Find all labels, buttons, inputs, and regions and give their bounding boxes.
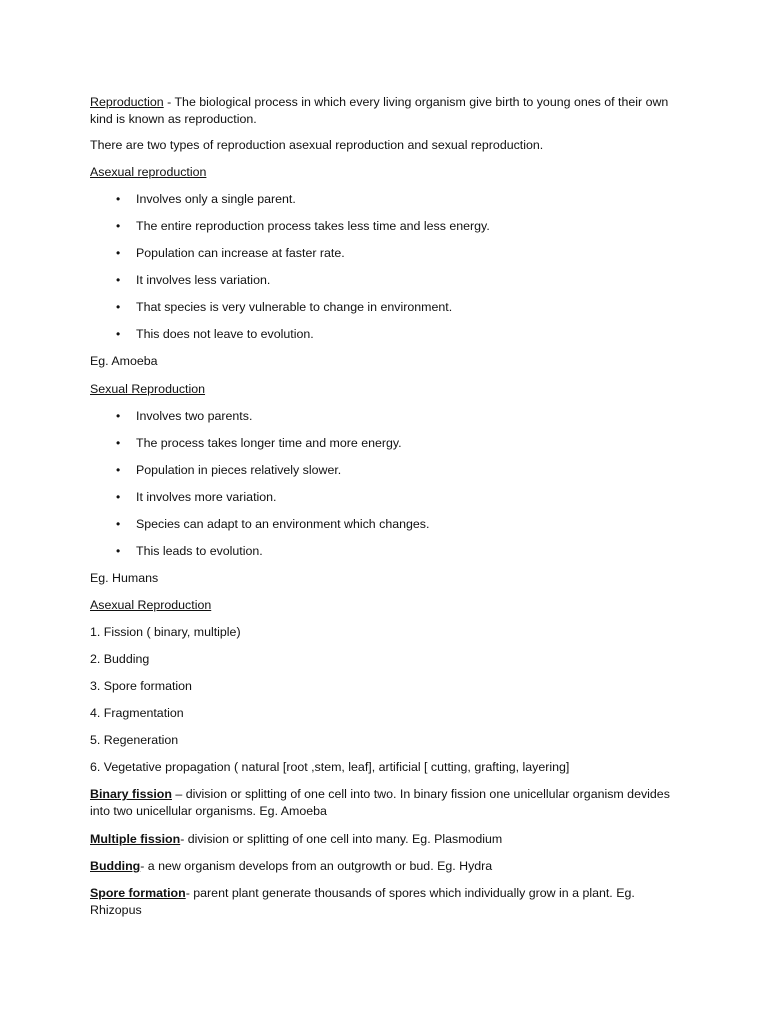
bullet-icon: •: [116, 246, 121, 260]
bullet-icon: •: [116, 544, 121, 558]
asexual-heading: Asexual reproduction: [90, 165, 207, 179]
method-item: 2. Budding: [90, 652, 150, 666]
definition-spore-formation: Spore formation- parent plant generate thousands of spores which individually grow in a plant. Eg. Rhizopus: [90, 886, 635, 917]
asexual-example: Eg. Amoeba: [90, 354, 158, 368]
definition-term: Budding: [90, 859, 141, 873]
methods-heading: Asexual Reproduction: [90, 598, 212, 612]
bullet-icon: •: [116, 463, 121, 477]
sexual-example: Eg. Humans: [90, 571, 159, 585]
method-item: 3. Spore formation: [90, 679, 192, 693]
bullet-icon: •: [116, 192, 121, 206]
bullet-icon: •: [116, 273, 121, 287]
bullet-icon: •: [116, 300, 121, 314]
intro-paragraph: [90, 94, 680, 127]
definition-budding: Budding- a new organism develops from an outgrowth or bud. Eg. Hydra: [90, 859, 493, 873]
intro-definition: - The biological process in which every living organism give birth to young ones of their own kind is known as reproduction.: [90, 95, 669, 126]
bullet-icon: •: [116, 219, 121, 233]
definition-term: Multiple fission: [90, 832, 181, 846]
method-item: 5. Regeneration: [90, 733, 179, 747]
bullet-icon: •: [116, 327, 121, 341]
document-page: Reproduction - The biological process in which every living organism give birth to young ones of their own kind is known as reproduction. There are two types of reproduction asexual reproduction and sexual reproduction. Asexual reproduction • Involves only a single parent. • The entire reproduction process takes less time and less energy. • Population can increase at faster rate. • It involves less variation. • That species is very vulnerable to change in environment. • This does not leave to evolution. Eg. Amoeba Sexual Reproduction • Involves two parents. • The process takes longer time and more energy. • Population in pieces relatively slower. • It involves more variation. • Species can adapt to an environment which changes. • This leads to evolution. Eg. Humans Asexual Reproduction 1. Fission ( binary, multiple) 2. Budding 3. Spore formation 4. Fragmentation 5. Regeneration 6. Vegetative propagation ( natural [root ,stem, leaf], artificial [ cutting, grafting, layering] Binary fission – division or splitting of one cell into two. In binary fission one unicellular organism devides into two unicellular organisms. Eg. Amoeba Multiple fission- division or splitting of one cell into many. Eg. Plasmodium Budding- a new organism develops from an outgrowth or bud. Eg. Hydra Spore formation- parent plant generate thousands of spores which individually grow in a plant. Eg. Rhizopus: [0, 0, 768, 1024]
reproduction-term: Reproduction: [90, 95, 164, 109]
definition-binary-fission: Binary fission – division or splitting of one cell into two. In binary fission one unicellular organism devides into two unicellular organisms. Eg. Amoeba: [90, 787, 670, 818]
definition-multiple-fission: Multiple fission- division or splitting of one cell into many. Eg. Plasmodium: [90, 832, 503, 846]
sexual-heading: Sexual Reproduction: [90, 382, 206, 396]
bullet-icon: •: [116, 517, 121, 531]
method-item: 1. Fission ( binary, multiple): [90, 625, 241, 639]
method-item: 4. Fragmentation: [90, 706, 184, 720]
types-paragraph: There are two types of reproduction asexual reproduction and sexual reproduction.: [90, 138, 544, 152]
bullet-icon: •: [116, 436, 121, 450]
method-item: 6. Vegetative propagation ( natural [root ,stem, leaf], artificial [ cutting, grafting, layering]: [90, 760, 570, 774]
bullet-icon: •: [116, 409, 121, 423]
definition-term: Binary fission: [90, 787, 172, 801]
bullet-icon: •: [116, 490, 121, 504]
definition-term: Spore formation: [90, 886, 186, 900]
